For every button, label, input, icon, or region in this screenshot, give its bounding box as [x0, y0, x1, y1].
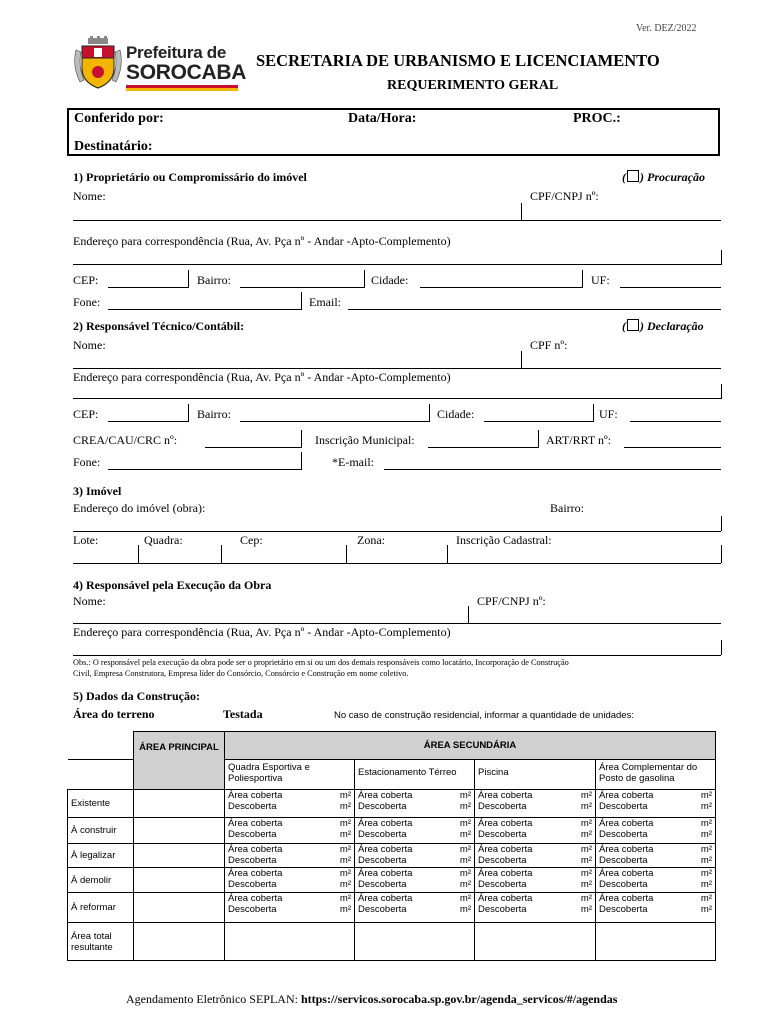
- covered-area-row: [358, 868, 471, 879]
- sorocaba-logo: [70, 36, 247, 94]
- s3-address-label: Endereço do imóvel (obra):: [73, 501, 206, 515]
- section1-option-open: (: [622, 170, 626, 184]
- s2-address-line[interactable]: [73, 398, 721, 399]
- scheduling-link[interactable]: https://servicos.sorocaba.sp.gov.br/agenda_servicos/#/agendas: [300, 992, 618, 1006]
- uncovered-label: Descoberta: [228, 879, 277, 890]
- row-label: Existente: [68, 790, 134, 818]
- principal-area-header: ÁREA PRINCIPAL: [134, 732, 225, 790]
- s2-cep-label: CEP:: [73, 407, 99, 421]
- construction-table: [67, 731, 716, 961]
- covered-area-row: [228, 790, 351, 801]
- logo-line1: Prefeitura de: [126, 43, 227, 62]
- covered-label: Área coberta: [228, 790, 283, 801]
- declaracao-label: ) Declaração: [640, 319, 704, 333]
- unit-label: m²: [580, 829, 592, 840]
- covered-area-row: [599, 818, 712, 829]
- s1-cep-label: CEP:: [73, 273, 99, 287]
- terrain-area-label: Área do terreno: [73, 707, 155, 721]
- area-cell[interactable]: [225, 790, 355, 818]
- unit-label: m²: [580, 868, 592, 879]
- unit-label: m²: [459, 790, 471, 801]
- area-cell[interactable]: [596, 790, 716, 818]
- unit-label: m²: [459, 844, 471, 855]
- uncovered-label: Descoberta: [478, 855, 527, 866]
- covered-area-row: [478, 818, 592, 829]
- uncovered-area-row: [228, 879, 351, 890]
- covered-area-row: [228, 868, 351, 879]
- area-cell[interactable]: [225, 818, 355, 844]
- sub-header-estacionamento: Estacionamento Térreo: [355, 760, 475, 790]
- covered-area-row: [358, 893, 471, 904]
- s1-uf-line[interactable]: [620, 287, 721, 288]
- uncovered-area-row: [478, 829, 592, 840]
- unit-label: m²: [580, 844, 592, 855]
- covered-area-row: [228, 893, 351, 904]
- uncovered-area-row: [358, 855, 471, 866]
- covered-label: Área coberta: [358, 818, 413, 829]
- unit-label: m²: [580, 801, 592, 812]
- uncovered-area-row: [599, 904, 712, 915]
- s2-name-label: Nome:: [73, 338, 106, 352]
- area-cell[interactable]: [475, 868, 596, 893]
- s2-crea-line[interactable]: [205, 447, 301, 448]
- uncovered-area-row: [478, 904, 592, 915]
- area-cell[interactable]: [596, 893, 716, 923]
- unit-label: m²: [339, 844, 351, 855]
- area-cell[interactable]: [355, 818, 475, 844]
- area-cell[interactable]: [355, 868, 475, 893]
- principal-cell[interactable]: [134, 923, 225, 961]
- s2-bairro-line[interactable]: [240, 421, 429, 422]
- footer-label: Agendamento Eletrônico SEPLAN:: [126, 992, 301, 1006]
- area-cell[interactable]: [596, 844, 716, 868]
- uncovered-label: Descoberta: [358, 801, 407, 812]
- covered-label: Área coberta: [599, 893, 654, 904]
- unit-label: m²: [459, 829, 471, 840]
- area-cell[interactable]: [355, 844, 475, 868]
- uncovered-label: Descoberta: [228, 829, 277, 840]
- uncovered-label: Descoberta: [599, 879, 648, 890]
- covered-label: Área coberta: [599, 844, 654, 855]
- unit-label: m²: [580, 893, 592, 904]
- page-subtitle: REQUERIMENTO GERAL: [387, 78, 559, 93]
- unit-label: m²: [339, 801, 351, 812]
- uncovered-label: Descoberta: [228, 801, 277, 812]
- unit-label: m²: [339, 893, 351, 904]
- covered-label: Área coberta: [358, 868, 413, 879]
- area-cell[interactable]: [355, 893, 475, 923]
- covered-area-row: [358, 844, 471, 855]
- uncovered-area-row: [599, 879, 712, 890]
- s4-obs-line2: Civil, Empresa Construtora, Empresa líder do Consórcio, Consórcio e Construção em nome coletivo.: [73, 669, 409, 678]
- uncovered-area-row: [228, 829, 351, 840]
- s2-fone-line[interactable]: [108, 469, 301, 470]
- covered-label: Área coberta: [228, 844, 283, 855]
- covered-area-row: [599, 893, 712, 904]
- covered-area-row: [599, 868, 712, 879]
- uncovered-area-row: [228, 855, 351, 866]
- table-row: [68, 844, 716, 868]
- s2-fone-label: Fone:: [73, 455, 101, 469]
- section1-title: 1) Proprietário ou Compromissário do imóvel: [73, 170, 307, 184]
- secondary-area-header: ÁREA SECUNDÁRIA: [225, 732, 716, 760]
- units-note: No caso de construção residencial, informar a quantidade de unidades:: [334, 710, 634, 721]
- section2-option-open: (: [622, 319, 626, 333]
- uncovered-area-row: [228, 904, 351, 915]
- total-cell[interactable]: [475, 923, 596, 961]
- table-row: [68, 818, 716, 844]
- covered-label: Área coberta: [228, 818, 283, 829]
- s2-cpf-label: CPF nº:: [530, 338, 568, 352]
- s2-cep-line[interactable]: [108, 421, 188, 422]
- uncovered-label: Descoberta: [478, 801, 527, 812]
- covered-label: Área coberta: [358, 893, 413, 904]
- recipient-label: Destinatário:: [74, 139, 153, 154]
- unit-label: m²: [459, 818, 471, 829]
- s2-art-line[interactable]: [624, 447, 721, 448]
- uncovered-area-row: [358, 879, 471, 890]
- s1-bairro-line[interactable]: [240, 287, 364, 288]
- row-label: À demolir: [68, 868, 134, 893]
- row-label: À legalizar: [68, 844, 134, 868]
- covered-area-row: [228, 844, 351, 855]
- covered-area-row: [599, 790, 712, 801]
- unit-label: m²: [459, 879, 471, 890]
- uncovered-area-row: [599, 855, 712, 866]
- row-label: Área total resultante: [68, 923, 134, 961]
- s2-inscricao-line[interactable]: [428, 447, 538, 448]
- uncovered-area-row: [478, 801, 592, 812]
- table-row: [68, 868, 716, 893]
- s1-address-line[interactable]: [73, 264, 721, 265]
- sub-header-posto: Área Complementar do Posto de gasolina: [596, 760, 716, 790]
- section5-title: 5) Dados da Construção:: [73, 689, 201, 703]
- s1-email-label: Email:: [309, 295, 341, 309]
- s2-bairro-label: Bairro:: [197, 407, 231, 421]
- unit-label: m²: [339, 855, 351, 866]
- uncovered-area-row: [599, 801, 712, 812]
- s2-name-line[interactable]: [73, 368, 721, 369]
- uncovered-label: Descoberta: [599, 855, 648, 866]
- uncovered-label: Descoberta: [599, 801, 648, 812]
- unit-label: m²: [339, 868, 351, 879]
- s1-bairro-label: Bairro:: [197, 273, 231, 287]
- covered-label: Área coberta: [228, 868, 283, 879]
- uncovered-label: Descoberta: [228, 855, 277, 866]
- sub-header-quadra: Quadra Esportiva e Poliesportiva: [225, 760, 355, 790]
- covered-label: Área coberta: [599, 868, 654, 879]
- covered-label: Área coberta: [478, 893, 533, 904]
- uncovered-area-row: [478, 879, 592, 890]
- uncovered-label: Descoberta: [358, 879, 407, 890]
- unit-label: m²: [339, 790, 351, 801]
- s2-inscricao-label: Inscrição Municipal:: [315, 433, 415, 447]
- s1-fone-line[interactable]: [108, 309, 301, 310]
- unit-label: m²: [700, 868, 712, 879]
- principal-cell[interactable]: [134, 818, 225, 844]
- section3-title: 3) Imóvel: [73, 484, 122, 498]
- unit-label: m²: [459, 855, 471, 866]
- unit-label: m²: [580, 818, 592, 829]
- s3-lot-line[interactable]: [73, 563, 721, 564]
- covered-area-row: [228, 818, 351, 829]
- s1-cpf-label: CPF/CNPJ nº:: [530, 189, 599, 203]
- row-label: À reformar: [68, 893, 134, 923]
- section2-title: 2) Responsável Técnico/Contábil:: [73, 319, 245, 333]
- s3-bairro-label: Bairro:: [550, 501, 584, 515]
- s4-name-label: Nome:: [73, 594, 106, 608]
- s4-cpf-label: CPF/CNPJ nº:: [477, 594, 546, 608]
- covered-label: Área coberta: [599, 818, 654, 829]
- s1-cep-line[interactable]: [108, 287, 188, 288]
- uncovered-area-row: [599, 829, 712, 840]
- covered-area-row: [478, 844, 592, 855]
- s1-fone-label: Fone:: [73, 295, 101, 309]
- unit-label: m²: [580, 904, 592, 915]
- unit-label: m²: [700, 855, 712, 866]
- uncovered-label: Descoberta: [599, 829, 648, 840]
- area-cell[interactable]: [475, 818, 596, 844]
- testada-label: Testada: [223, 707, 263, 721]
- area-cell[interactable]: [596, 818, 716, 844]
- unit-label: m²: [459, 801, 471, 812]
- coat-of-arms-icon: [72, 36, 124, 92]
- covered-label: Área coberta: [358, 844, 413, 855]
- unit-label: m²: [339, 829, 351, 840]
- uncovered-label: Descoberta: [478, 904, 527, 915]
- logo-line2: SOROCABA: [126, 61, 247, 84]
- area-cell[interactable]: [596, 868, 716, 893]
- principal-cell[interactable]: [134, 868, 225, 893]
- covered-label: Área coberta: [478, 818, 533, 829]
- footer: [126, 992, 617, 1006]
- uncovered-label: Descoberta: [358, 904, 407, 915]
- total-cell[interactable]: [355, 923, 475, 961]
- table-row: [68, 893, 716, 923]
- version-label: Ver. DEZ/2022: [636, 23, 697, 34]
- unit-label: m²: [339, 879, 351, 890]
- area-cell[interactable]: [225, 868, 355, 893]
- area-cell[interactable]: [225, 844, 355, 868]
- uncovered-label: Descoberta: [358, 829, 407, 840]
- s4-obs-line1: Obs.: O responsável pela execução da obra pode ser o proprietário em si ou um dos demais responsáveis como locatário, Incorporação de Construção: [73, 658, 569, 667]
- s3-address-line[interactable]: [73, 531, 721, 532]
- page-title: SECRETARIA DE URBANISMO E LICENCIAMENTO: [256, 51, 660, 70]
- s4-name-line[interactable]: [73, 623, 721, 624]
- s2-crea-label: CREA/CAU/CRC nº:: [73, 433, 178, 447]
- covered-area-row: [358, 818, 471, 829]
- s2-art-label: ART/RRT nº:: [546, 433, 612, 447]
- s1-name-line[interactable]: [73, 220, 721, 221]
- unit-label: m²: [700, 801, 712, 812]
- s1-name-label: Nome:: [73, 189, 106, 203]
- s3-cep-label: Cep:: [240, 533, 263, 547]
- area-cell[interactable]: [475, 844, 596, 868]
- covered-label: Área coberta: [228, 893, 283, 904]
- principal-cell[interactable]: [134, 844, 225, 868]
- covered-area-row: [478, 868, 592, 879]
- procuracao-label: ) Procuração: [640, 170, 705, 184]
- covered-area-row: [478, 790, 592, 801]
- principal-cell[interactable]: [134, 893, 225, 923]
- s1-address-label: Endereço para correspondência (Rua, Av. Pça nº - Andar -Apto-Complemento): [73, 234, 451, 248]
- covered-label: Área coberta: [478, 868, 533, 879]
- declaracao-checkbox[interactable]: [627, 319, 639, 331]
- covered-label: Área coberta: [358, 790, 413, 801]
- uncovered-label: Descoberta: [358, 855, 407, 866]
- principal-cell[interactable]: [134, 790, 225, 818]
- table-row: [68, 790, 716, 818]
- uncovered-area-row: [228, 801, 351, 812]
- unit-label: m²: [339, 904, 351, 915]
- unit-label: m²: [580, 790, 592, 801]
- uncovered-label: Descoberta: [478, 879, 527, 890]
- unit-label: m²: [459, 904, 471, 915]
- unit-label: m²: [459, 893, 471, 904]
- uncovered-area-row: [478, 855, 592, 866]
- checked-by-label: Conferido por:: [74, 111, 164, 126]
- uncovered-label: Descoberta: [599, 904, 648, 915]
- s3-zona-label: Zona:: [357, 533, 385, 547]
- covered-label: Área coberta: [478, 844, 533, 855]
- unit-label: m²: [700, 790, 712, 801]
- unit-label: m²: [700, 829, 712, 840]
- table-row: [68, 923, 716, 961]
- s2-cidade-line[interactable]: [484, 421, 593, 422]
- area-cell[interactable]: [355, 790, 475, 818]
- s2-cidade-label: Cidade:: [437, 407, 475, 421]
- s1-uf-label: UF:: [591, 273, 610, 287]
- covered-label: Área coberta: [599, 790, 654, 801]
- covered-area-row: [478, 893, 592, 904]
- s2-uf-label: UF:: [599, 407, 618, 421]
- s2-email-line[interactable]: [384, 469, 721, 470]
- total-cell[interactable]: [596, 923, 716, 961]
- s3-quadra-label: Quadra:: [144, 533, 183, 547]
- section4-title: 4) Responsável pela Execução da Obra: [73, 578, 272, 592]
- area-cell[interactable]: [475, 790, 596, 818]
- proc-label: PROC.:: [573, 111, 621, 126]
- s1-cidade-line[interactable]: [420, 287, 582, 288]
- covered-label: Área coberta: [478, 790, 533, 801]
- row-label: À construir: [68, 818, 134, 844]
- uncovered-label: Descoberta: [478, 829, 527, 840]
- sub-header-piscina: Piscina: [475, 760, 596, 790]
- unit-label: m²: [339, 818, 351, 829]
- unit-label: m²: [580, 879, 592, 890]
- s3-lote-label: Lote:: [73, 533, 99, 547]
- unit-label: m²: [580, 855, 592, 866]
- area-cell[interactable]: [475, 893, 596, 923]
- total-cell[interactable]: [225, 923, 355, 961]
- s4-address-label: Endereço para correspondência (Rua, Av. Pça nº - Andar -Apto-Complemento): [73, 625, 451, 639]
- uncovered-area-row: [358, 801, 471, 812]
- s2-uf-line[interactable]: [630, 421, 721, 422]
- uncovered-label: Descoberta: [228, 904, 277, 915]
- s2-email-label: *E-mail:: [332, 455, 374, 469]
- s2-address-label: Endereço para correspondência (Rua, Av. Pça nº - Andar -Apto-Complemento): [73, 370, 451, 384]
- datetime-label: Data/Hora:: [348, 111, 417, 126]
- covered-area-row: [599, 844, 712, 855]
- s1-cidade-label: Cidade:: [371, 273, 409, 287]
- unit-label: m²: [700, 893, 712, 904]
- s4-address-line[interactable]: [73, 655, 721, 656]
- s3-inscricao-label: Inscrição Cadastral:: [456, 533, 552, 547]
- uncovered-area-row: [358, 904, 471, 915]
- uncovered-area-row: [358, 829, 471, 840]
- logo-yellow-stripe: [126, 88, 238, 91]
- s1-email-line[interactable]: [348, 309, 721, 310]
- covered-area-row: [358, 790, 471, 801]
- unit-label: m²: [700, 879, 712, 890]
- unit-label: m²: [459, 868, 471, 879]
- unit-label: m²: [700, 844, 712, 855]
- procuracao-checkbox[interactable]: [627, 170, 639, 182]
- unit-label: m²: [700, 818, 712, 829]
- area-cell[interactable]: [225, 893, 355, 923]
- unit-label: m²: [700, 904, 712, 915]
